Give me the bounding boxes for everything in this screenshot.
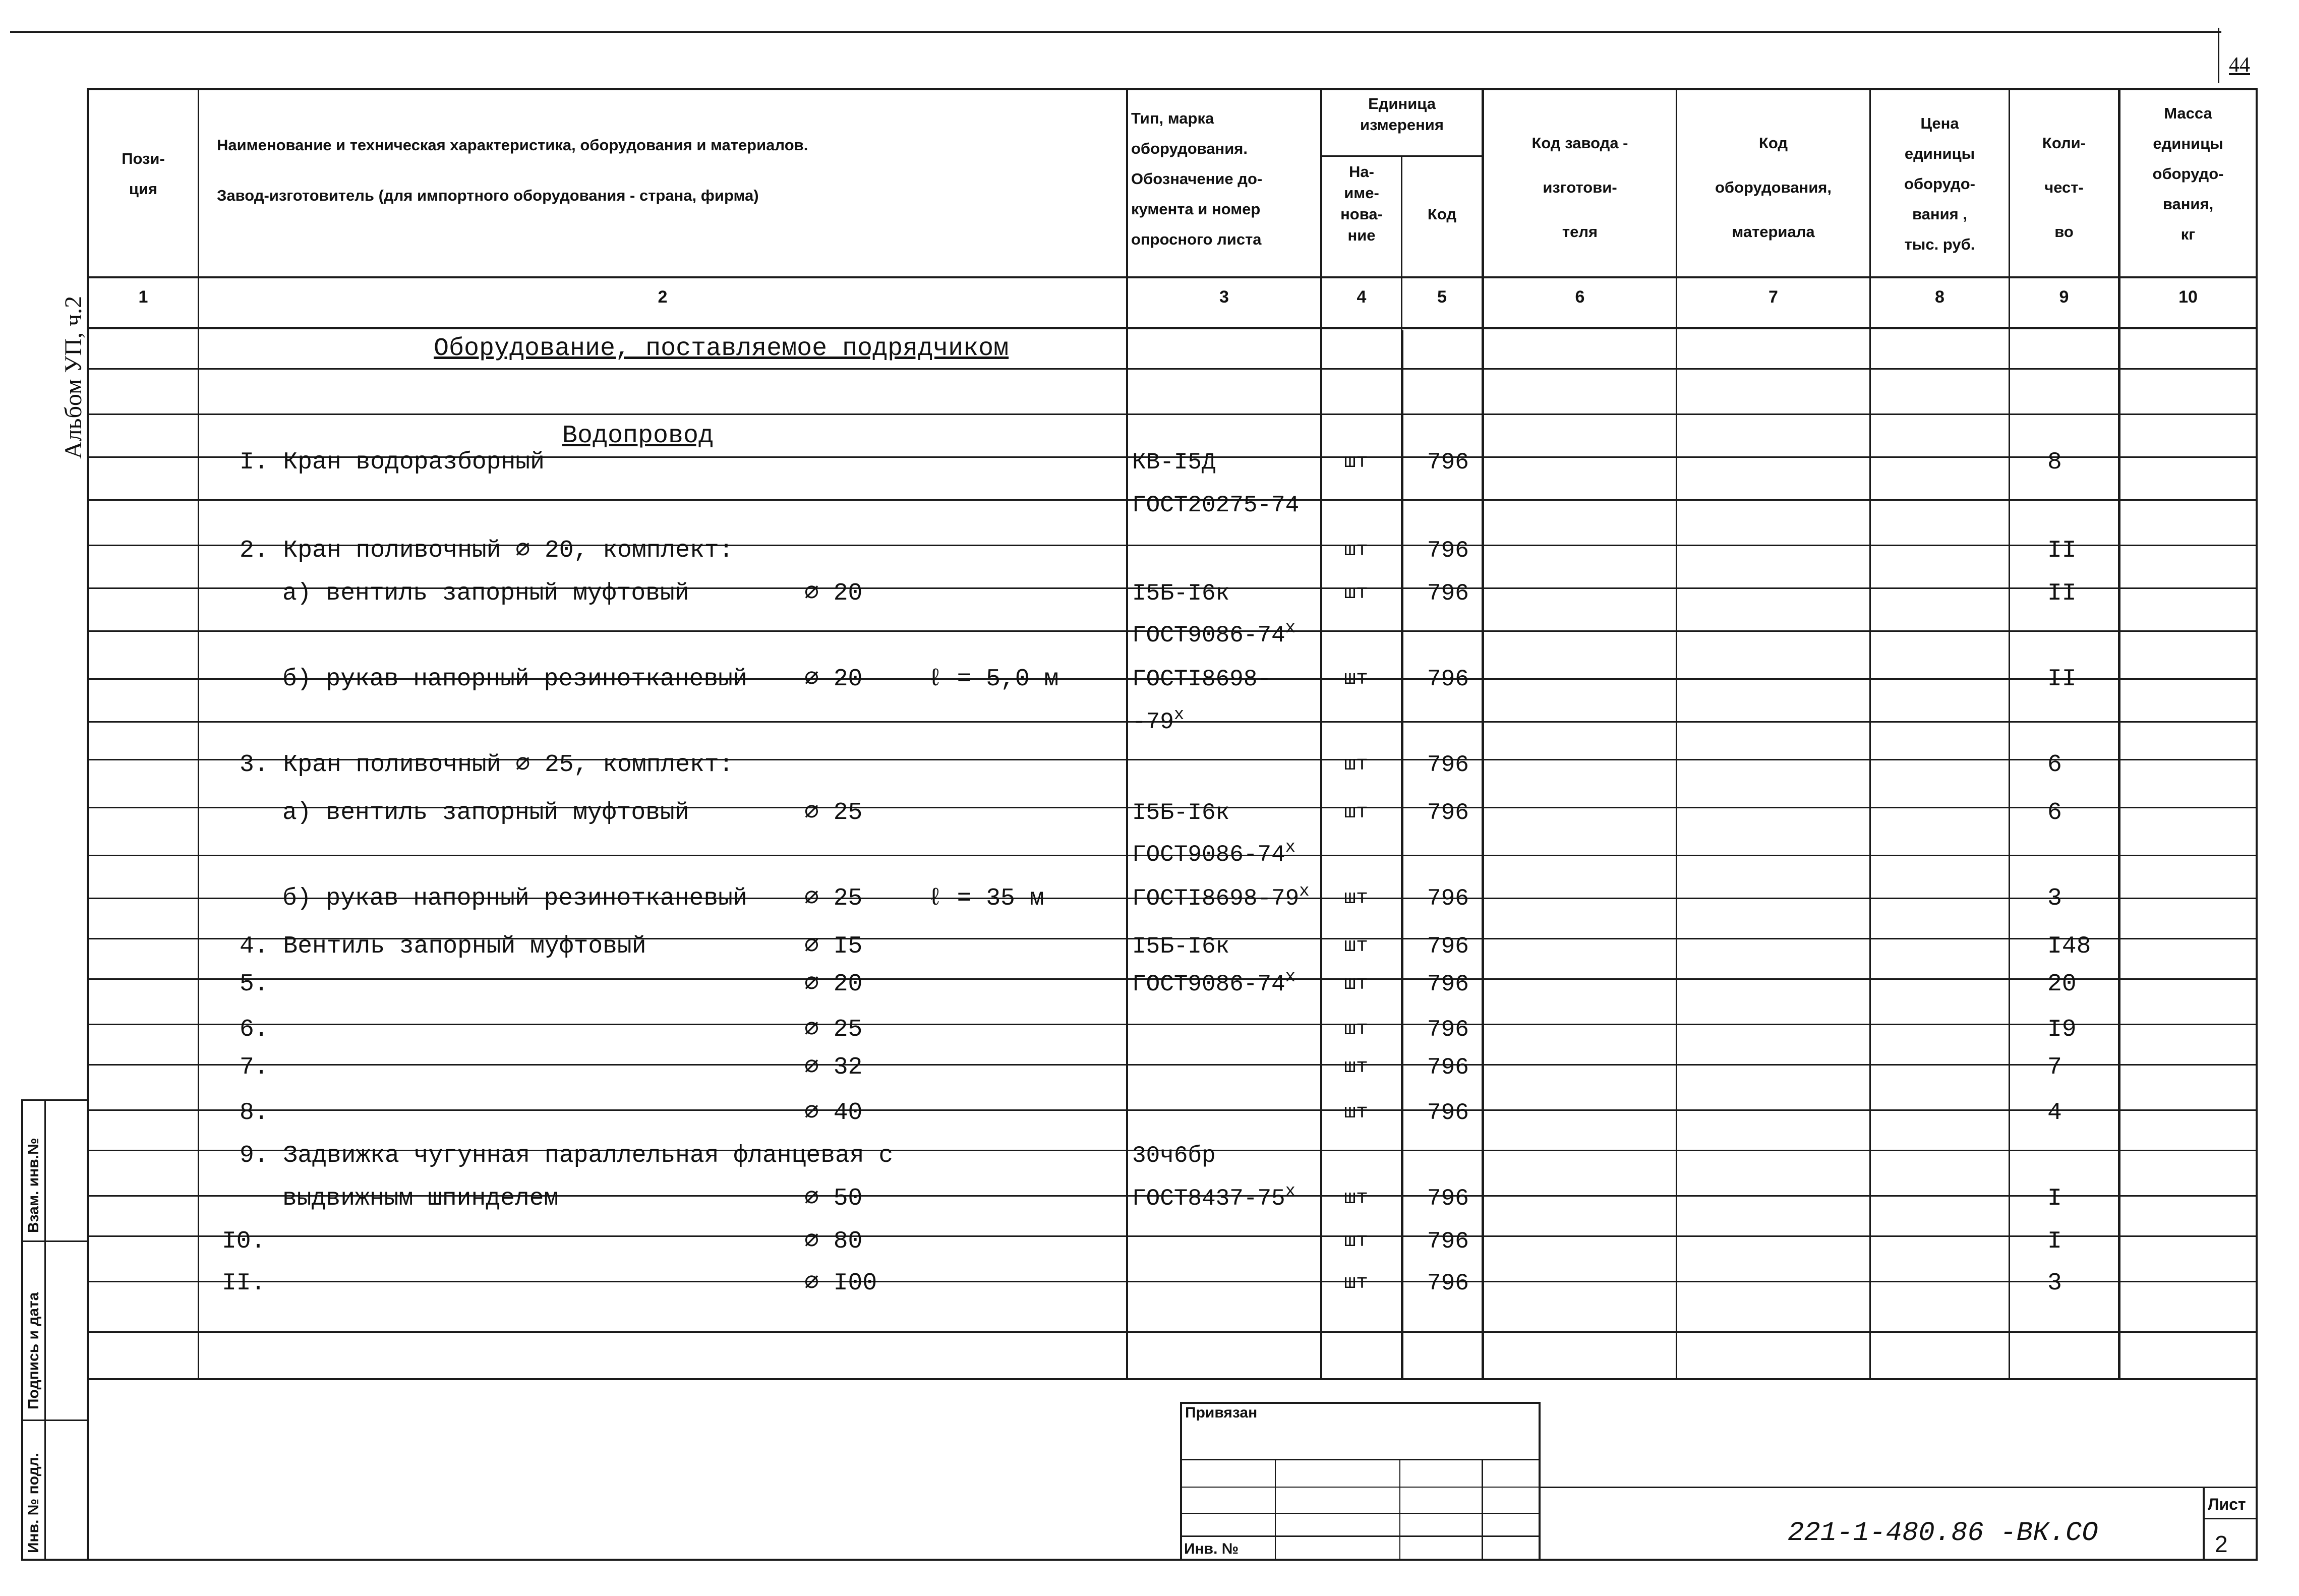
col-line-6 [1676,88,1677,1379]
row-unit: шт [1344,451,1369,474]
row-unit: шт [1344,801,1369,824]
row-type-superscript: х [1285,619,1296,638]
stamp-vline-1 [1275,1459,1276,1560]
row-name: а) вентиль запорный муфтовый [282,580,689,607]
row-unit-code: 796 [1427,580,1469,607]
header-col9: Коли- чест- во [2042,134,2086,241]
side-stamp-bottom [21,1559,89,1561]
row-diameter: ∅ I00 [804,1270,877,1297]
side-stamp-top [21,1099,89,1101]
row-unit-code: 796 [1427,449,1469,476]
row-unit: шт [1344,1018,1369,1041]
stamp-inv-no: Инв. № [1184,1541,1239,1557]
stamp-list-label: Лист [2208,1495,2246,1513]
row-diameter: ∅ I5 [804,933,863,960]
row-unit: шт [1344,1187,1369,1210]
table-right-border [2256,88,2258,1561]
colnum-2: 2 [658,287,668,307]
header-col8: Цена единицы оборудо- вания , тыс. руб. [1904,114,1975,253]
row-unit-code: 796 [1427,666,1469,692]
row-name: 8. [240,1099,269,1127]
row-type-mark: I5Б-I6к [1132,800,1230,826]
header-bottom-line [87,276,2258,278]
row-type-mark: $ГОСТ9086-74^х$ [1132,968,1296,997]
row-unit-code: 796 [1427,1270,1469,1296]
row-diameter: ∅ 32 [804,1054,863,1081]
subsection-title: Водопровод [562,422,714,450]
row-name: 5. [240,971,269,998]
row-unit: шт [1344,539,1369,562]
list-box-mid [2203,1518,2258,1519]
page-corner-line [2218,28,2219,83]
row-type-mark: ГОСТI8698- [1132,666,1272,692]
row-quantity: 4 [2047,1099,2062,1127]
table-top-border [87,88,2258,90]
col-line-9 [2118,88,2120,1379]
row-name: выдвижным шпинделем [282,1185,559,1212]
header-col4: На- име- нова- ние [1340,163,1383,244]
table-bottom-border [87,1559,2258,1561]
row-name: б) рукав напорный резинотканевый [282,885,747,912]
row-type-superscript: х [1285,968,1296,987]
row-unit: шт [1344,935,1369,958]
row-diameter: ∅ 50 [804,1185,863,1212]
row-name: а) вентиль запорный муфтовый [282,799,689,826]
row-type-superscript: х [1285,1182,1296,1201]
row-name: II. [222,1270,266,1297]
row-line [87,1109,2258,1111]
row-quantity: I [2047,1228,2062,1255]
row-unit: шт [1344,1101,1369,1124]
row-name: I0. [222,1228,266,1255]
row-quantity: I9 [2047,1016,2077,1043]
row-quantity: 3 [2047,885,2062,912]
side-stamp-div1 [21,1240,89,1242]
row-type-mark: I5Б-I6к [1132,580,1230,607]
row-unit: шт [1344,887,1369,910]
row-diameter: ∅ 25 [804,799,863,826]
header-col1: Пози- ция [122,150,165,198]
row-unit-code: 796 [1427,538,1469,564]
row-unit: шт [1344,1272,1369,1294]
colnum-5: 5 [1437,287,1447,307]
row-diameter: ∅ 40 [804,1099,863,1127]
row-diameter: ∅ 20 [804,666,863,693]
row-type-mark: КВ-I5Д [1132,449,1216,476]
row-type-mark: $ГОСТI8698-79^х$ [1132,882,1310,912]
album-label: Альбом УП, ч.2 [60,295,87,459]
row-unit-code: 796 [1427,933,1469,960]
row-unit-code: 796 [1427,1100,1469,1126]
row-type-mark: I5Б-I6к [1132,933,1230,960]
header-col5: Код [1427,205,1457,223]
row-diameter: ∅ 25 [804,1016,863,1043]
stamp-vline-2 [1399,1459,1400,1560]
side-stamp-inv: Инв. № подл. [25,1452,42,1553]
unit-group-line [1320,155,1483,157]
row-name: б) рукав напорный резинотканевый [282,666,747,693]
stamp-line-3 [1180,1513,1541,1514]
row-name: I. Кран водоразборный [240,449,545,476]
side-stamp-div2 [21,1420,89,1421]
row-unit: шт [1344,753,1369,776]
row-type-mark: $ГОСТ8437-75^х$ [1132,1182,1296,1212]
row-unit: шт [1344,582,1369,605]
row-unit-code: 796 [1427,1228,1469,1255]
row-line [87,1064,2258,1066]
row-quantity: II [2047,580,2077,607]
header-col6: Код завода - изготови- теля [1531,134,1628,241]
stamp-list-number: 2 [2215,1531,2228,1557]
row-line [87,328,2258,329]
colnum-6: 6 [1575,287,1585,307]
row-unit: шт [1344,1056,1369,1079]
row-quantity: 6 [2047,751,2062,779]
header-col10: Масса единицы оборудо- вания, кг [2152,104,2224,243]
stamp-line-2 [1180,1487,1541,1488]
row-unit-code: 796 [1427,800,1469,826]
col-line-3 [1320,88,1322,1379]
row-quantity: 7 [2047,1054,2062,1081]
colnum-8: 8 [1935,287,1944,307]
side-stamp-mid [44,1099,46,1561]
header-col3: Тип, марка оборудования. Обозначение до- кумента и номер опросного листа [1131,109,1263,248]
side-stamp-left [21,1099,23,1561]
side-stamp-vzam: Взам. инв.№ [25,1138,42,1233]
header-col7: Код оборудования, материала [1715,134,1832,241]
row-unit-code: 796 [1427,885,1469,912]
colnum-7: 7 [1769,287,1778,307]
row-type-mark: $ГОСТ9086-74^х$ [1132,838,1296,868]
stamp-line-1 [1180,1459,1541,1460]
colnum-1: 1 [138,287,148,307]
row-unit-code: 796 [1427,1186,1469,1212]
row-unit-code: 796 [1427,1054,1469,1081]
row-line [87,413,2258,415]
row-type-mark: $ГОСТ9086-74^х$ [1132,619,1296,648]
row-quantity: 20 [2047,971,2077,998]
row-diameter: ∅ 25 [804,885,863,912]
row-quantity: II [2047,666,2077,693]
row-quantity: II [2047,537,2077,564]
row-unit: шт [1344,973,1369,995]
row-quantity: I [2047,1185,2062,1212]
row-type-mark: ГОСТ20275-74 [1132,492,1300,518]
row-diameter: ∅ 20 [804,971,863,998]
section-title: Оборудование, поставляемое подрядчиком [434,334,1009,363]
row-length: ℓ = 35 м [928,885,1044,912]
row-unit: шт [1344,1230,1369,1253]
col-line-1 [198,88,199,1379]
header-unit-group: Единица измерения [1360,95,1444,134]
page-number: 44 [2229,53,2250,77]
colnum-4: 4 [1357,287,1367,307]
row-type-superscript: х [1173,705,1185,725]
col-line-8 [2009,88,2010,1379]
row-name: 9. Задвижка чугунная параллельная фланцевая с [240,1142,894,1169]
row-diameter: ∅ 80 [804,1228,863,1255]
stamp-privyazan: Привязан [1185,1404,1258,1421]
stamp-line-4 [1180,1535,1541,1537]
stamp-vline-3 [1482,1459,1483,1560]
col-line-2 [1126,88,1128,1379]
row-name: 6. [240,1016,269,1043]
row-name: 2. Кран поливочный ∅ 20, комплект: [240,537,734,564]
stamp-doc-code: 221-1-480.86 -ВК.СО [1788,1518,2098,1549]
side-stamp-podpis: Подпись и дата [25,1292,42,1409]
row-type-superscript: х [1299,882,1310,901]
row-unit-code: 796 [1427,752,1469,778]
header-col2: Наименование и техническая характеристика, оборудования и материалов. Завод-изготовитель (для импортного оборудования - страна, фирма) [217,136,808,204]
row-name: 4. Вентиль запорный муфтовый [240,933,646,960]
stamp-top [1180,1402,1541,1404]
row-quantity: 3 [2047,1270,2062,1297]
colnum-10: 10 [2178,287,2198,307]
list-box-left [2203,1487,2205,1561]
row-type-mark: 30ч6бр [1132,1143,1216,1169]
row-quantity: 8 [2047,449,2062,476]
doc-block-top [1539,1487,2258,1488]
row-length: ℓ = 5,0 м [928,666,1059,693]
row-line [87,1281,2258,1282]
colnum-3: 3 [1219,287,1229,307]
row-unit-code: 796 [1427,971,1469,997]
table-data-bottom [87,1378,2258,1380]
row-line [87,1235,2258,1237]
row-line [87,368,2258,370]
row-diameter: ∅ 20 [804,580,863,607]
row-name: 3. Кран поливочный ∅ 25, комплект: [240,751,734,779]
row-unit-code: 796 [1427,1017,1469,1043]
row-type-mark: $-79^х$ [1132,705,1185,735]
row-unit: шт [1344,668,1369,690]
colnum-9: 9 [2059,287,2069,307]
top-frame-line [10,31,2221,33]
row-quantity: 6 [2047,799,2062,826]
row-type-superscript: х [1285,838,1296,857]
row-line [87,1331,2258,1333]
col-line-7 [1869,88,1871,1379]
row-line [87,1024,2258,1025]
row-quantity: I48 [2047,933,2091,960]
col-line-5 [1482,88,1484,1379]
row-name: 7. [240,1054,269,1081]
